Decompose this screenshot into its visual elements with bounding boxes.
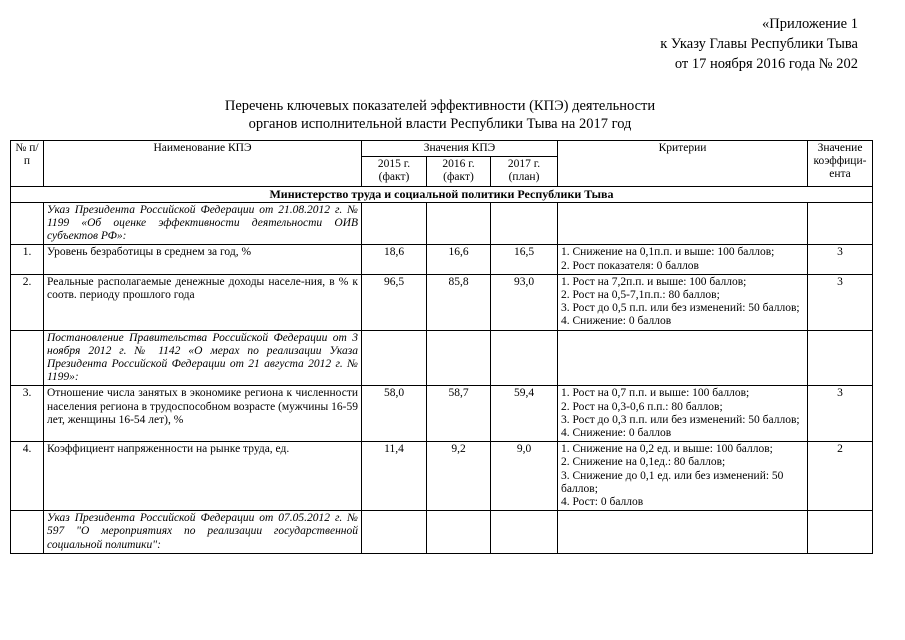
row-num: 4.	[11, 442, 44, 511]
title-line-1: Перечень ключевых показателей эффективности (КПЭ) деятельности	[224, 98, 656, 114]
document-title	[0, 97, 880, 133]
decree-row	[11, 202, 873, 245]
row-num: 2.	[11, 274, 44, 330]
row-name: Уровень безработицы в среднем за год, %	[44, 245, 362, 274]
row-criteria	[558, 245, 808, 274]
criteria-item: 1. Снижение на 0,1п.п. и выше: 100 баллов;	[561, 246, 775, 259]
header-criteria: Критерии	[558, 141, 808, 187]
criteria-item: 1. Снижение на 0,2 ед. и выше: 100 баллов;	[561, 443, 773, 456]
table-row	[11, 274, 873, 330]
row-value-2017: 59,4	[491, 386, 558, 442]
header-name: Наименование КПЭ	[44, 141, 362, 187]
row-value-2017: 93,0	[491, 274, 558, 330]
row-value-2017: 16,5	[491, 245, 558, 274]
criteria-item: 1. Рост на 7,2п.п. и выше: 100 баллов;	[561, 275, 747, 288]
header-2016: 2016 г. (факт)	[427, 157, 491, 186]
row-num: 1.	[11, 245, 44, 274]
header-2015: 2015 г. (факт)	[362, 157, 427, 186]
row-criteria	[558, 386, 808, 442]
table-row	[11, 442, 873, 511]
header-2017: 2017 г. (план)	[491, 157, 558, 186]
row-criteria	[558, 274, 808, 330]
title-line-2: органов исполнительной власти Республики Тыва на 2017 год	[248, 116, 632, 132]
criteria-item: 4. Рост: 0 баллов	[561, 496, 644, 509]
appendix-line-3: от 17 ноября 2016 года № 202	[674, 56, 858, 72]
row-value-2015: 11,4	[362, 442, 427, 511]
decree-row	[11, 511, 873, 554]
criteria-item: 4. Снижение: 0 баллов	[561, 427, 672, 440]
table-header-row	[11, 141, 873, 157]
ministry-name: Министерство труда и социальной политики Республики Тыва	[11, 186, 873, 202]
table-row	[11, 245, 873, 274]
row-value-2015: 96,5	[362, 274, 427, 330]
decree-text: Указ Президента Российской Федерации от 21.08.2012 г. № 1199 «Об оценке эффективности деятельности ОИВ субъектов РФ»:	[44, 202, 362, 245]
kpi-table	[10, 140, 873, 554]
criteria-item: 3. Снижение до 0,1 ед. или без изменений: 50 баллов;	[561, 469, 784, 495]
row-value-2016: 85,8	[427, 274, 491, 330]
ministry-row	[11, 186, 873, 202]
row-name: Реальные располагаемые денежные доходы населе-ния, в % к соотв. периоду прошлого года	[44, 274, 362, 330]
row-value-2015: 18,6	[362, 245, 427, 274]
row-coefficient: 2	[808, 442, 873, 511]
criteria-item: 3. Рост до 0,5 п.п. или без изменений: 50 баллов;	[561, 302, 800, 315]
decree-text: Постановление Правительства Российской Федерации от 3 ноября 2012 г. № 1142 «О мерах по реализации Указа Президента Российской Федерации от 21 августа 2012 г. № 1199»:	[44, 330, 362, 386]
row-num: 3.	[11, 386, 44, 442]
criteria-item: 1. Рост на 0,7 п.п. и выше: 100 баллов;	[561, 387, 750, 400]
decree-row	[11, 330, 873, 386]
row-criteria	[558, 442, 808, 511]
appendix-line-1: «Приложение 1	[762, 16, 858, 32]
row-value-2017: 9,0	[491, 442, 558, 511]
criteria-item: 2. Рост на 0,5-7,1п.п.: 80 баллов;	[561, 289, 720, 302]
row-value-2016: 9,2	[427, 442, 491, 511]
row-value-2016: 16,6	[427, 245, 491, 274]
row-name: Отношение числа занятых в экономике региона к численности населения региона в трудоспособном возрасте (мужчины 16-59 лет, женщины 16-54 лет), %	[44, 386, 362, 442]
row-name: Коэффициент напряженности на рынке труда, ед.	[44, 442, 362, 511]
row-coefficient: 3	[808, 386, 873, 442]
header-coef: Значение коэффици-ента	[808, 141, 873, 187]
row-value-2015: 58,0	[362, 386, 427, 442]
table-row	[11, 386, 873, 442]
criteria-item: 4. Снижение: 0 баллов	[561, 315, 672, 328]
decree-text: Указ Президента Российской Федерации от 07.05.2012 г. № 597 "О мероприятиях по реализации государственной социальной политики":	[44, 511, 362, 554]
row-value-2016: 58,7	[427, 386, 491, 442]
criteria-item: 2. Рост показателя: 0 баллов	[561, 259, 699, 272]
appendix-line-2: к Указу Главы Республики Тыва	[660, 36, 858, 52]
criteria-item: 3. Рост до 0,3 п.п. или без изменений: 50 баллов;	[561, 413, 800, 426]
criteria-item: 2. Снижение на 0,1ед.: 80 баллов;	[561, 456, 726, 469]
row-coefficient: 3	[808, 274, 873, 330]
row-coefficient: 3	[808, 245, 873, 274]
header-values-group: Значения КПЭ	[362, 141, 558, 157]
appendix-header	[660, 14, 858, 74]
header-num: № п/п	[11, 141, 44, 187]
criteria-item: 2. Рост на 0,3-0,6 п.п.: 80 баллов;	[561, 400, 723, 413]
